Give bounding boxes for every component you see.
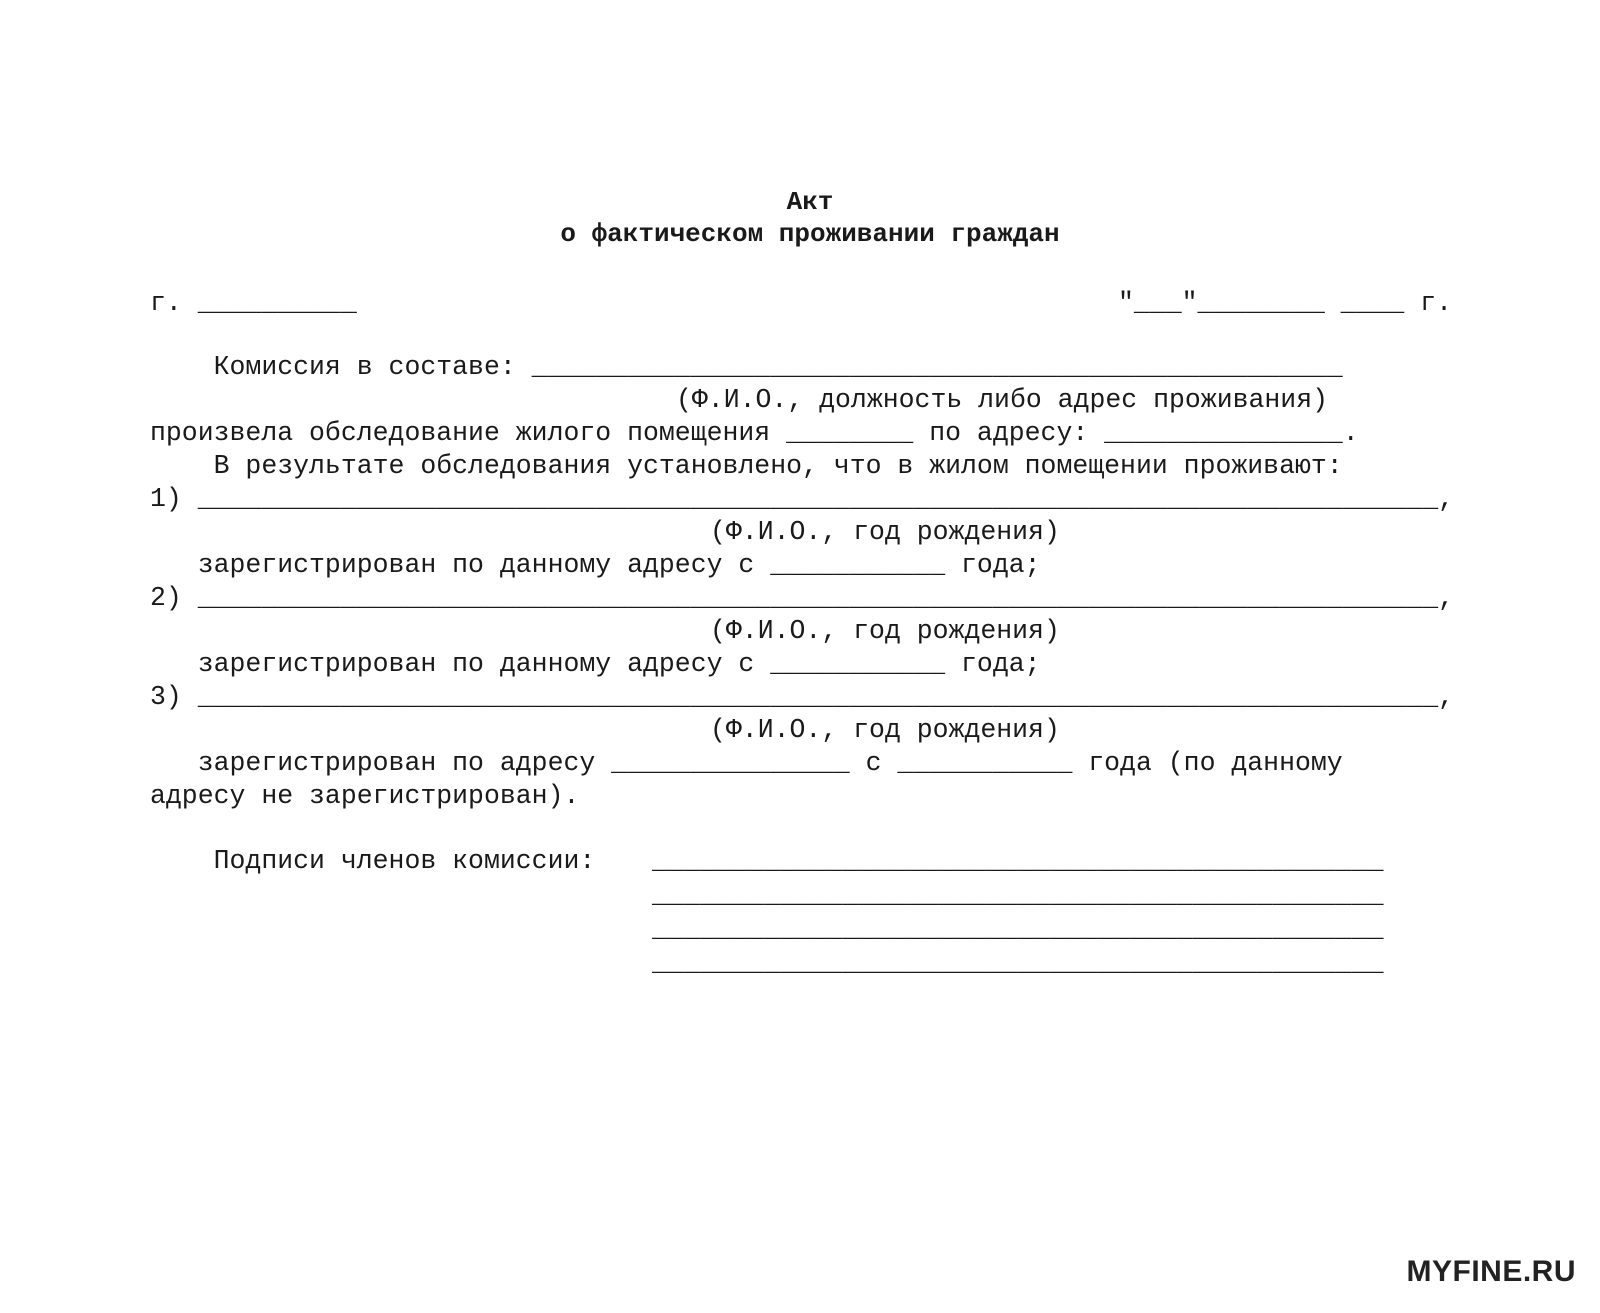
watermark: MYFINE.RU (1406, 1255, 1576, 1288)
document-title: Акт (786, 187, 834, 217)
signatures-label: Подписи членов комиссии: (150, 846, 612, 876)
resident-line: 2) ______________________________________________________________________________, (150, 583, 1455, 613)
resident-registration: зарегистрирован по данному адресу с ___________ года; (150, 649, 1041, 679)
result-line: В результате обследования установлено, что в жилом помещении проживают: (150, 451, 1343, 481)
resident-registration: зарегистрирован по данному адресу с ___________ года; (150, 550, 1041, 580)
registration-continuation: адресу не зарегистрирован). (150, 781, 580, 811)
document-subtitle: о фактическом проживании граждан (560, 219, 1060, 249)
resident-hint: (Ф.И.О., год рождения) (710, 715, 1060, 745)
signature-line: ______________________________________________ (652, 880, 1384, 910)
resident-hint: (Ф.И.О., год рождения) (710, 616, 1060, 646)
survey-line: произвела обследование жилого помещения ________ по адресу: _______________. (150, 418, 1359, 448)
date-line: "___"________ ____ г. (1118, 288, 1452, 318)
resident-line: 3) ______________________________________________________________________________, (150, 682, 1455, 712)
signature-line: ______________________________________________ (652, 948, 1384, 978)
resident-registration: зарегистрирован по адресу _______________ с ___________ года (по данному (150, 748, 1343, 778)
city-line: г. __________ (150, 288, 357, 318)
signature-line: ______________________________________________ (652, 914, 1384, 944)
commission-hint: (Ф.И.О., должность либо адрес проживания) (676, 385, 1329, 415)
resident-line: 1) ______________________________________________________________________________, (150, 484, 1455, 514)
commission-line: Комиссия в составе: ___________________________________________________ (150, 352, 1343, 382)
resident-hint: (Ф.И.О., год рождения) (710, 517, 1060, 547)
signature-line: ______________________________________________ (652, 846, 1384, 876)
